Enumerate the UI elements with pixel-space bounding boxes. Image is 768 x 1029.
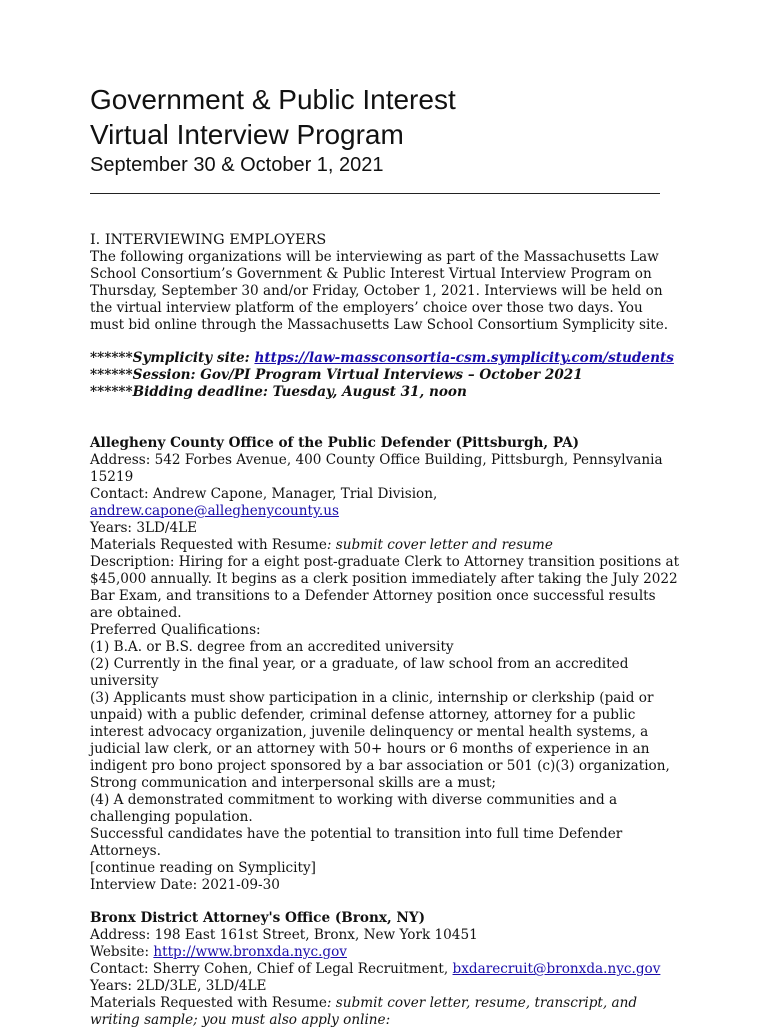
session-line: ******Session: Gov/PI Program Virtual Interviews – October 2021 <box>90 367 583 383</box>
section-heading: I. INTERVIEWING EMPLOYERS <box>90 232 327 248</box>
employer-description: Description: Hiring for a eight post-graduate Clerk to Attorney transition positions at $45,000 annually. It begins as a clerk position immediately after taking the July 2022 Bar Exam, and transitions to a Defender Attorney position once successful results are obtained. <box>90 554 680 621</box>
contact-email-link[interactable]: bxdarecruit@bronxda.nyc.gov <box>452 961 661 977</box>
qualification-item: (4) A demonstrated commitment to working with diverse communities and a challenging population. <box>90 792 618 825</box>
employer-materials <box>90 537 680 554</box>
employer-years: Years: 2LD/3LE, 3LD/4LE <box>90 978 267 994</box>
deadline-line: ******Bidding deadline: Tuesday, August 31, noon <box>90 384 467 400</box>
employer-name: Allegheny County Office of the Public Defender (Pittsburgh, PA) <box>90 435 580 451</box>
qualification-item: (2) Currently in the final year, or a graduate, of law school from an accredited university <box>90 656 629 689</box>
materials-label: Materials Requested with Resume <box>90 995 327 1011</box>
employer-contact <box>90 961 680 978</box>
website-link[interactable]: http://www.bronxda.nyc.gov <box>153 944 347 960</box>
contact-label: Contact: Andrew Capone, Manager, Trial Division, <box>90 486 438 502</box>
employer-closing: Successful candidates have the potential to transition into full time Defender Attorneys. <box>90 826 623 859</box>
program-date: September 30 & October 1, 2021 <box>90 154 384 176</box>
employer-name: Bronx District Attorney's Office (Bronx, NY) <box>90 910 425 926</box>
employer-website <box>90 944 680 961</box>
symplicity-link[interactable]: https://law-massconsortia-csm.symplicity.com/students <box>254 350 674 366</box>
symplicity-label: ******Symplicity site: <box>90 350 250 366</box>
materials-value: : submit cover letter and resume <box>326 537 553 553</box>
employer-years: Years: 3LD/4LE <box>90 520 198 536</box>
employer-address: Address: 542 Forbes Avenue, 400 County Office Building, Pittsburgh, Pennsylvania 15219 <box>90 452 663 485</box>
continue-reading-link[interactable]: [continue reading on Symplicity] <box>90 860 316 876</box>
qualifications-heading: Preferred Qualifications: <box>90 622 261 638</box>
materials-label: Materials Requested with Resume <box>90 537 327 553</box>
employer-address: Address: 198 East 161st Street, Bronx, New York 10451 <box>90 927 478 943</box>
employer-contact <box>90 486 680 520</box>
page-title-line1: Government & Public Interest <box>90 84 456 115</box>
intro-paragraph: The following organizations will be interviewing as part of the Massachusetts Law School Consortium’s Government & Public Interest Virtual Interview Program on Thursday, September 30 and/or Friday, October 1, 2021. Interviews will be held on the virtual interview platform of the employers’ choice over those two days. You must bid online through the Massachusetts Law School Consortium Symplicity site. <box>90 249 669 333</box>
qualification-item: (3) Applicants must show participation in a clinic, internship or clerkship (paid or unpaid) with a public defender, criminal defense attorney, attorney for a public interest advocacy organization, juvenile delinquency or mental health systems, a judicial law clerk, or an attorney with 50+ hours or 6 months of experience in an indigent pro bono project sponsored by a bar association or 501 (c)(3) organization, Strong communication and interpersonal skills are a must; <box>90 690 670 791</box>
website-label: Website: <box>90 944 150 960</box>
contact-label: Contact: Sherry Cohen, Chief of Legal Recruitment, <box>90 961 449 977</box>
symplicity-line <box>90 350 680 367</box>
qualification-item: (1) B.A. or B.S. degree from an accredited university <box>90 639 454 655</box>
contact-email-link[interactable]: andrew.capone@alleghenycounty.us <box>90 503 339 519</box>
materials-value: : submit cover letter, resume, transcript, and writing sample; you must also apply online: <box>90 995 638 1028</box>
title-divider <box>90 193 660 194</box>
interview-date: Interview Date: 2021-09-30 <box>90 877 280 893</box>
document-body <box>90 232 680 1029</box>
page-title-line2: Virtual Interview Program <box>90 119 404 150</box>
